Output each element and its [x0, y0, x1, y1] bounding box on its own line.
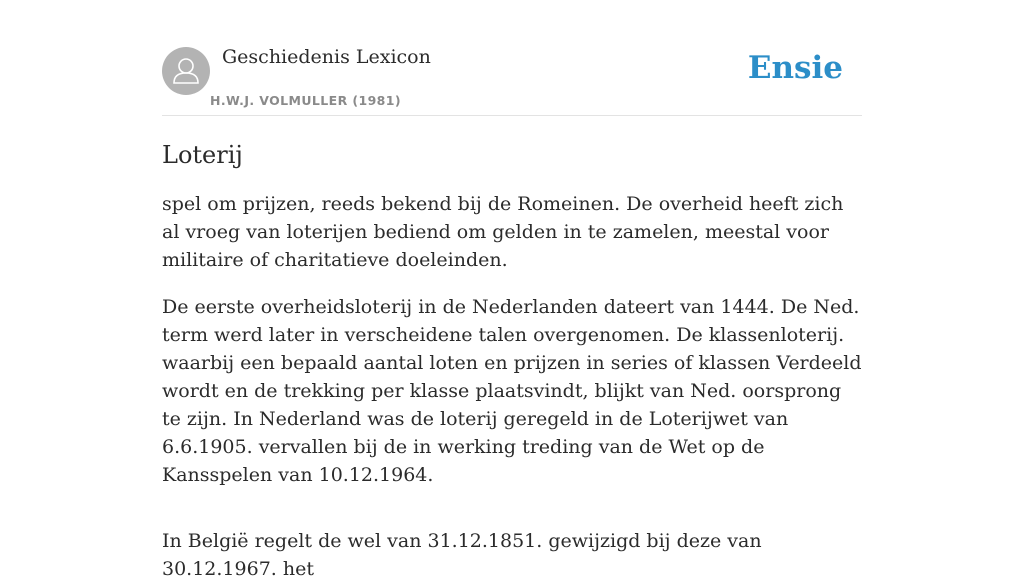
author-label[interactable]: H.W.J. VOLMULLER (1981) [210, 93, 401, 108]
paragraph: In België regelt de wel van 31.12.1851. gewijzigd bij deze van 30.12.1967. het [162, 530, 762, 580]
paragraph: De eerste overheidsloterij in de Nederlanden dateert van 1444. De Ned. term werd later in verscheidene talen overgenomen. De klassenloterij. waarbij een bepaald aantal loten en prijzen in series of klassen Verdeeld wordt en de trekking per klasse plaatsvindt, blijkt van Ned. oorsprong te zijn. In Nederland was de loterij geregeld in de Loterijwet van 6.6.1905. vervallen bij de in werking treding van de Wet op de Kansspelen van 10.12.1964. [162, 296, 862, 486]
ensie-logo[interactable]: Ensie [747, 50, 843, 86]
entry-content [162, 190, 862, 583]
user-avatar-icon[interactable] [162, 47, 210, 95]
paragraph: spel om prijzen, reeds bekend bij de Romeinen. De overheid heeft zich al vroeg van loterijen bediend om gelden in te zamelen, meestal voor militaire of charitatieve doeleinden. [162, 193, 844, 271]
entry-header [162, 0, 862, 116]
source-title[interactable]: Geschiedenis Lexicon [222, 46, 431, 68]
page-container [162, 0, 862, 583]
entry-title: Loterij [162, 141, 243, 169]
